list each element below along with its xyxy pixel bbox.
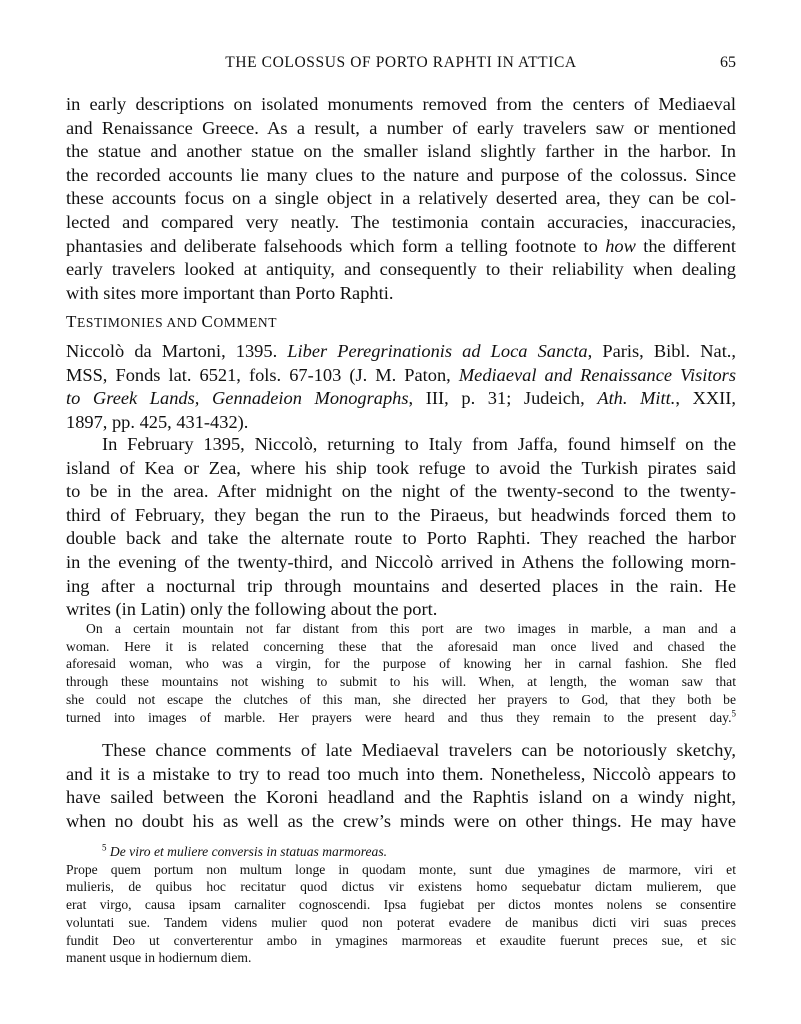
text-line: island of Kea or Zea, where his ship took refuge to avoid the Turkish pirates said bbox=[66, 457, 736, 478]
text-line: These chance comments of late Mediaeval travelers can be notoriously sketchy, bbox=[102, 740, 736, 760]
emphasis: how bbox=[605, 235, 636, 256]
text-line: early travelers looked at antiquity, and consequently to their reliability when dealing bbox=[66, 259, 736, 280]
block-quote bbox=[66, 620, 736, 726]
paragraph-comment bbox=[66, 739, 736, 833]
text-line: Niccolò da Martoni, 1395. Liber Peregrinationis ad Loca Sancta, Paris, Bibl. Nat., bbox=[66, 341, 736, 361]
text-line: in the evening of the twenty-third, and Niccolò arrived in Athens the following morn- bbox=[66, 551, 736, 572]
text-line: when no doubt his as well as the crew’s minds were on other things. He may have bbox=[66, 810, 736, 831]
text-line: and Renaissance Greece. As a result, a number of early travelers saw or mentioned bbox=[66, 117, 736, 138]
text-line: aforesaid woman, who was a virgin, for the purpose of knowing her in carnal fashion. She fled bbox=[66, 656, 736, 672]
text-line: with sites more important than Porto Raphti. bbox=[66, 282, 394, 303]
footnote-marker: 5 bbox=[731, 707, 736, 718]
running-head bbox=[66, 54, 736, 78]
paragraph-narrative bbox=[66, 433, 736, 622]
footnote-title: $^5$ De viro et muliere conversis in statuas marmoreas. bbox=[102, 842, 388, 859]
footnote bbox=[66, 843, 736, 967]
text-line: she could not escape the clutches of this man, she directed her prayers to God, that they both be bbox=[66, 691, 736, 707]
text-line: lected and compared very neatly. The testimonia contain accuracies, inaccuracies, bbox=[66, 211, 736, 232]
text-line: through these mountains not wishing to submit to his will. When, at length, the woman saw that bbox=[66, 674, 736, 690]
text-line: phantasies and deliberate falsehoods which form a telling footnote to how the different bbox=[66, 235, 736, 256]
text-line: to be in the area. After midnight on the night of the twenty-second to the twenty- bbox=[66, 481, 736, 502]
text-line: have sailed between the Koroni headland and the Raphtis island on a windy night, bbox=[66, 787, 736, 808]
text-line: manent usque in hodiernum diem. bbox=[66, 950, 252, 966]
text-line: these accounts focus on a single object in a relatively deserted area, they can be col- bbox=[66, 188, 736, 209]
text-line: 1897, pp. 425, 431-432). bbox=[66, 411, 249, 432]
text-line: in early descriptions on isolated monuments removed from the centers of Mediaeval bbox=[66, 94, 736, 114]
text-line: turned into images of marble. Her prayers were heard and thus they remain to the present day.$^5$ bbox=[66, 707, 736, 725]
text-line: writes (in Latin) only the following about the port. bbox=[66, 599, 438, 620]
running-title: THE COLOSSUS OF PORTO RAPHTI IN ATTICA bbox=[225, 54, 577, 71]
section-heading: TESTIMONIES AND COMMENT bbox=[66, 312, 278, 331]
text-line: voluntati sue. Tandem videns mulier quod non poterat evadere de manibus dicti viri suas preces bbox=[66, 914, 736, 930]
text-line: third of February, they began the run to the Piraeus, but headwinds forced them to bbox=[66, 504, 736, 525]
text-line: the statue and another statue on the smaller island slightly farther in the harbor. In bbox=[66, 141, 736, 162]
text-line: and it is a mistake to try to read too much into them. Nonetheless, Niccolò appears to bbox=[66, 763, 736, 784]
text-line: Prope quem portum non multum longe in quodam monte, sunt due ymagines de marmore, viri et bbox=[66, 861, 736, 877]
paragraph-intro bbox=[66, 93, 736, 305]
text-line: the recorded accounts lie many clues to the nature and purpose of the colossus. Since bbox=[66, 164, 736, 185]
text-line: double back and take the alternate route to Porto Raphti. They reached the harbor bbox=[66, 528, 736, 549]
page-number: 65 bbox=[720, 54, 736, 71]
text-line: In February 1395, Niccolò, returning to Italy from Jaffa, found himself on the bbox=[102, 434, 736, 454]
text-line: mulieris, de quibus hoc recitatur quod dictus vir existens homo sequebatur dictam mulierem, que bbox=[66, 879, 736, 895]
text-line: ing after a nocturnal trip through mountains and deserted places in the rain. He bbox=[66, 575, 736, 596]
text-line: to Greek Lands, Gennadeion Monographs, III, p. 31; Judeich, Ath. Mitt., XXII, bbox=[66, 388, 736, 409]
text-line: woman. Here it is related concerning these that the aforesaid man once lived and chased the bbox=[66, 638, 736, 654]
text-line: fundit Deo ut converterentur ambo in ymagines marmoreas et exaudite fuerunt preces sue, et sic bbox=[66, 932, 736, 948]
citation bbox=[66, 340, 736, 434]
text-line: MSS, Fonds lat. 6521, fols. 67-103 (J. M. Paton, Mediaeval and Renaissance Visitors bbox=[66, 364, 736, 385]
text-line: erat virgo, causa ipsam carnaliter cognoscendi. Ipsa fugiebat per dictos montes nolens se consentire bbox=[66, 897, 736, 913]
text-line: On a certain mountain not far distant from this port are two images in marble, a man and a bbox=[86, 621, 736, 636]
